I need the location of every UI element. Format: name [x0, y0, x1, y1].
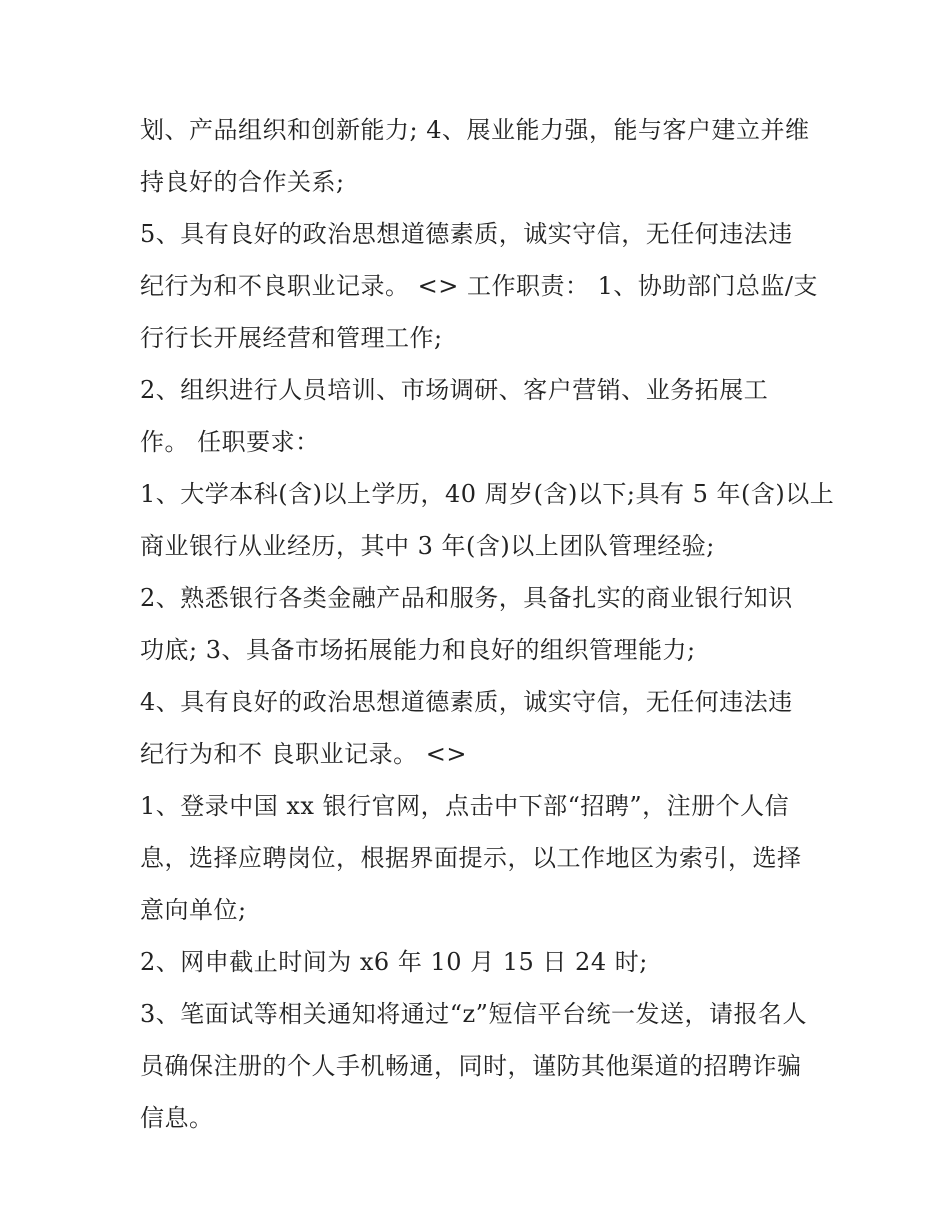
text-line: 持良好的合作关系;	[140, 168, 345, 196]
text-line: 员确保注册的个人手机畅通，同时，谨防其他渠道的招聘诈骗	[140, 1052, 802, 1080]
document-body	[140, 104, 835, 1144]
text-line: 信息。	[140, 1104, 214, 1132]
text-line: 2、熟悉银行各类金融产品和服务，具备扎实的商业银行知识	[140, 584, 793, 612]
text-line: 息，选择应聘岗位，根据界面提示，以工作地区为索引，选择	[140, 844, 802, 872]
text-line: 划、产品组织和创新能力; 4、展业能力强，能与客户建立并维	[140, 116, 810, 144]
text-line: 3、笔面试等相关通知将通过“z”短信平台统一发送，请报名人	[140, 1000, 807, 1028]
text-line: 行行长开展经营和管理工作;	[140, 324, 443, 352]
text-line: 5、具有良好的政治思想道德素质，诚实守信，无任何违法违	[140, 220, 793, 248]
text-line: 2、组织进行人员培训、市场调研、客户营销、业务拓展工	[140, 376, 769, 404]
text-line: 商业银行从业经历，其中 3 年(含)以上团队管理经验;	[140, 532, 715, 560]
text-line: 功底; 3、具备市场拓展能力和良好的组织管理能力;	[140, 636, 696, 664]
text-line: 纪行为和不 良职业记录。 <>	[140, 740, 467, 768]
text-line: 纪行为和不良职业记录。 <> 工作职责： 1、协助部门总监/支	[140, 272, 818, 300]
text-line: 意向单位;	[140, 896, 247, 924]
text-line: 作。 任职要求：	[140, 428, 320, 456]
text-line: 2、网申截止时间为 x6 年 10 月 15 日 24 时;	[140, 948, 648, 976]
text-line: 1、登录中国 xx 银行官网，点击中下部“招聘”，注册个人信	[140, 792, 790, 820]
text-line: 4、具有良好的政治思想道德素质，诚实守信，无任何违法违	[140, 688, 793, 716]
text-line: 1、大学本科(含)以上学历，40 周岁(含)以下;具有 5 年(含)以上	[140, 480, 835, 508]
